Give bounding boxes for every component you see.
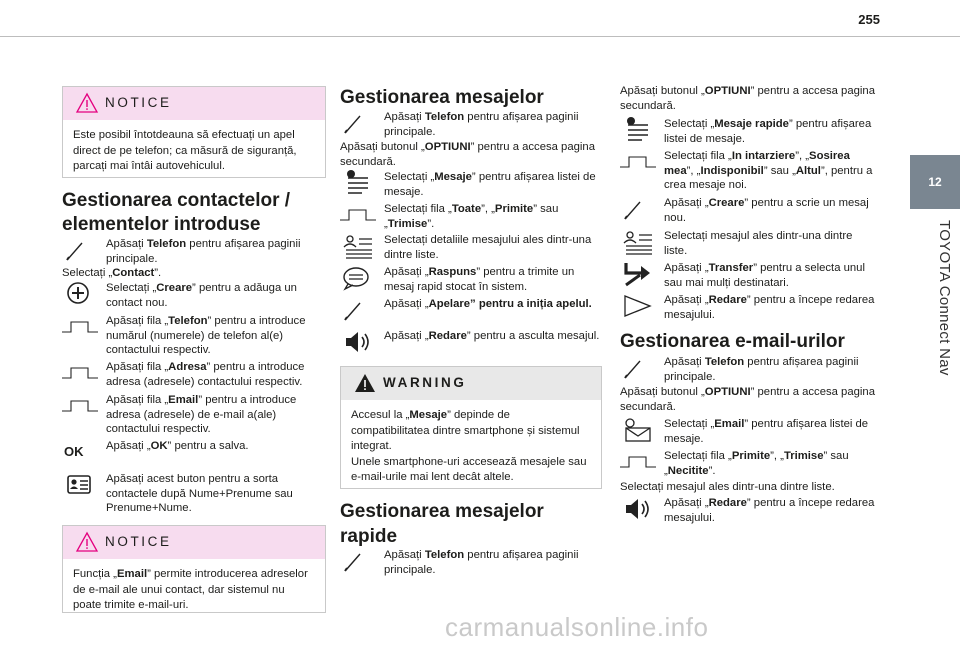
step-text: pentru afișarea paginii principale. [664, 356, 859, 383]
speaker-icon [340, 329, 376, 355]
step-bold: Creare [708, 197, 745, 209]
step-text: ” pentru afișarea listei de mesaje. [384, 171, 596, 198]
step-contacts-4 [62, 314, 326, 358]
sort-contacts-icon [62, 472, 98, 498]
step-bold: Altul [795, 164, 821, 177]
step-text: ” pentru a asculta mesajul. [466, 330, 600, 342]
reply-message-icon [340, 265, 376, 291]
step-bold: OPTIUNI [424, 141, 471, 153]
section-heading-messages: Gestionarea mesajelor [340, 87, 544, 108]
step-contacts-2 [62, 266, 326, 281]
step-contacts-8 [62, 472, 326, 516]
step-text: Apăsați [664, 356, 705, 368]
pen-icon [340, 548, 376, 574]
step-text: ” pentru a scrie un mesaj nou. [664, 197, 869, 224]
step-bold: OPTIUNI [704, 85, 751, 97]
step-bold: OPTIUNI [704, 386, 751, 398]
step-email-3 [620, 417, 876, 446]
step-text: ” pentru a introduce adresa (adresele) contactului respectiv. [106, 361, 305, 388]
step-messages-7 [340, 297, 602, 312]
step-text: ” sau „ [384, 203, 559, 230]
notice-box-email [62, 525, 326, 613]
step-text: Apăsați [106, 238, 147, 250]
tab-icon [62, 393, 98, 419]
step-text: Selectați fila „ [664, 450, 732, 462]
pen-icon [340, 110, 376, 136]
notice-box [62, 86, 326, 178]
notice-text: Este posibil întotdeauna să efectuați un apel direct de pe telefon; ca măsură de siguranță, parcați mai întâi autovehiculul. [73, 129, 297, 172]
section-heading-contacts: Gestionarea contactelor / elementelor introduse [62, 190, 291, 235]
speaker-icon [620, 496, 656, 522]
step-email-5 [620, 480, 876, 495]
section-heading-emails: Gestionarea e-mail-urilor [620, 331, 845, 352]
warning-text [341, 400, 601, 494]
play-icon [620, 293, 656, 319]
step-text: ”, „ [795, 150, 810, 162]
step-text: Apăsați acest buton pentru a sorta contactele după Nume+Prenume sau Prenume+Nume. [106, 473, 293, 515]
step-text: Selectați „ [664, 418, 715, 430]
message-details-icon [340, 233, 376, 259]
notice-text [63, 559, 325, 622]
warning-box [340, 366, 602, 489]
tab-icon [340, 202, 376, 228]
step-text: Apăsați „ [664, 262, 709, 274]
step-bold: Raspuns [428, 266, 477, 278]
pen-icon [620, 196, 656, 222]
step-bold: Telefon [424, 549, 465, 561]
step-bold: OK [150, 440, 168, 452]
step-text: ” pentru a trimite un mesaj rapid stocat în sistem. [384, 266, 575, 293]
step-bold: Adresa [168, 361, 207, 373]
warning-triangle-icon [75, 92, 99, 114]
step-text: ” sau „ [664, 450, 849, 477]
step-quick-7 [620, 261, 876, 290]
step-messages-5 [340, 233, 602, 262]
step-text: ” pentru a salva. [167, 440, 249, 452]
page-number: 255 [858, 12, 880, 27]
warning-header [341, 367, 601, 400]
step-text: ”. [154, 267, 162, 279]
step-text: Apăsați „ [384, 266, 429, 278]
chapter-title: TOYOTA Connect Nav [936, 220, 953, 376]
step-bold: Telefon [168, 315, 208, 327]
step-bold: Email [168, 394, 199, 406]
step-email-1 [620, 355, 876, 384]
step-bold: Creare [156, 282, 193, 294]
notice-text-part: Funcția „ [73, 568, 117, 580]
step-text: Selectați „ [62, 267, 113, 279]
step-text: Selectați fila „ [384, 203, 452, 215]
step-text: Selectați mesajul ales dintr-una dintre liste. [620, 481, 835, 493]
notice-bold: Email [116, 568, 148, 580]
notice-header [63, 87, 325, 120]
step-text: Selectați „ [664, 118, 715, 130]
step-quick-1 [340, 548, 602, 577]
step-messages-3 [340, 170, 602, 199]
step-bold: Mesaje [434, 171, 472, 183]
chapter-tab[interactable]: 12 [910, 155, 960, 209]
step-bold: Indisponibil [700, 164, 764, 177]
step-quick-6 [620, 229, 876, 258]
tab-icon [62, 314, 98, 340]
step-text: pentru afișarea paginii principale. [384, 111, 579, 138]
step-bold: Telefon [704, 356, 745, 368]
step-text: Apăsați butonul „ [620, 386, 705, 398]
step-messages-1 [340, 110, 602, 139]
step-text: Apăsați „ [664, 497, 709, 509]
step-text: ” pentru afișarea listei de mesaje. [664, 118, 872, 145]
warning-triangle-icon [353, 372, 377, 394]
step-text: ” pentru a introduce numărul (numerele) de telefon al(e) contactului respectiv. [106, 315, 306, 357]
step-contacts-3 [62, 281, 326, 310]
notice-title: NOTICE [105, 534, 172, 550]
step-text: ”, „ [481, 203, 495, 215]
ok-icon: OK [64, 444, 84, 459]
email-icon [620, 417, 656, 443]
step-text: Apăsați „ [106, 440, 151, 452]
notice-header [63, 526, 325, 559]
step-text: ”, „ [770, 450, 784, 462]
step-text: ” pentru a accesa pagina secundară. [340, 141, 595, 168]
step-bold: Mesaje rapide [714, 118, 789, 130]
pen-icon [340, 297, 376, 323]
step-text: ” pentru a introduce adresa (adresele) de e-mail a(ale) contactului respectiv. [106, 394, 297, 436]
tab-icon [62, 360, 98, 386]
step-quick-8 [620, 293, 876, 322]
warning-bold: Mesaje [409, 409, 448, 421]
step-text: ”, pentru a crea mesaje noi. [664, 164, 873, 192]
step-text: Apăsați butonul „ [620, 85, 705, 97]
step-text: Apăsați fila „ [106, 394, 169, 406]
step-text: ” sau „ [763, 164, 796, 177]
step-contacts-1 [62, 237, 326, 266]
transfer-icon [620, 261, 656, 287]
step-text: Selectați detaliile mesajului ales dintr-una dintre liste. [384, 234, 592, 261]
step-contacts-7 [62, 439, 326, 459]
step-text: Apăsați [384, 111, 425, 123]
step-messages-2 [340, 140, 602, 169]
step-bold: In intarziere [731, 150, 796, 162]
step-email-6 [620, 496, 876, 525]
step-text: Apăsați „ [384, 298, 429, 310]
step-text: Apăsați „ [664, 197, 709, 209]
step-text: pentru afișarea paginii principale. [106, 238, 301, 265]
step-quick-5 [620, 196, 876, 225]
step-text: Apăsați butonul „ [340, 141, 425, 153]
step-text: ” pentru a adăuga un contact nou. [106, 282, 297, 309]
step-text: Apăsați [384, 549, 425, 561]
step-contacts-5 [62, 360, 326, 389]
step-text: Selectați mesajul ales dintr-una dintre liste. [664, 230, 853, 257]
step-quick-4 [620, 149, 876, 193]
step-contacts-6 [62, 393, 326, 437]
message-details-icon [620, 229, 656, 255]
step-email-4 [620, 449, 876, 478]
step-text: ” pentru a începe redarea mesajului. [664, 497, 875, 524]
warning-triangle-icon [75, 531, 99, 553]
step-messages-4 [340, 202, 602, 231]
step-text: ”, „ [686, 164, 701, 177]
step-text: ” pentru afișarea listei de mesaje. [664, 418, 869, 445]
step-bold: Telefon [424, 111, 465, 123]
step-text: Apăsați „ [664, 294, 709, 306]
step-messages-6 [340, 265, 602, 294]
step-email-2 [620, 385, 876, 414]
step-messages-8 [340, 329, 602, 344]
step-text: pentru afișarea paginii principale. [384, 549, 579, 576]
step-bold: Apelare” pentru a iniția apelul. [428, 298, 592, 310]
pen-icon [620, 355, 656, 381]
messages-icon [340, 170, 376, 196]
step-bold: Transfer [708, 262, 754, 274]
step-text: Apăsați fila „ [106, 361, 169, 373]
step-bold: Redare [428, 330, 467, 342]
warning-title: WARNING [383, 375, 467, 391]
step-bold: Email [714, 418, 745, 430]
section-heading-quick-messages: Gestionarea mesajelor rapide [340, 501, 544, 547]
step-bold: Contact [112, 267, 155, 279]
step-bold: Telefon [146, 238, 187, 250]
step-text: Selectați „ [384, 171, 435, 183]
step-text: Selectați fila „ [664, 150, 732, 162]
top-divider [0, 36, 960, 37]
quick-messages-icon [620, 117, 656, 143]
step-bold: Primite [494, 203, 534, 215]
tab-icon [620, 149, 656, 175]
warning-text-part: ” depinde de compatibilitatea dintre smartphone și sistemul integrat. [351, 409, 580, 452]
step-bold: Redare [708, 294, 747, 306]
step-bold: Necitite [667, 464, 709, 477]
warning-text-part: Unele smartphone-uri accesează mesajele sau e-mail-urile mai lent decât altele. [351, 455, 587, 483]
step-text: ” pentru a accesa pagina secundară. [620, 386, 875, 413]
step-text: ”. [427, 217, 435, 230]
step-bold: Primite [731, 450, 771, 462]
warning-text-part: Accesul la „ [351, 409, 410, 421]
step-bold: Toate [451, 203, 482, 215]
step-text: ” pentru a începe redarea mesajului. [664, 294, 875, 321]
watermark: carmanualsonline.info [445, 612, 709, 642]
step-bold: Sosirea mea [664, 150, 850, 177]
step-quick-2 [620, 84, 876, 113]
notice-text-part: ” permite introducerea adreselor de e-mail ale unui contact, dar sistemul nu poate trimite e-mail-uri. [73, 568, 308, 611]
plus-circle-icon [62, 281, 98, 307]
step-quick-3 [620, 117, 876, 146]
step-text: Apăsați „ [384, 330, 429, 342]
step-text: ” pentru a accesa pagina secundară. [620, 85, 875, 112]
step-text: ”. [708, 464, 716, 477]
step-bold: Trimise [783, 450, 824, 462]
step-bold: Trimise [387, 217, 428, 230]
notice-title: NOTICE [105, 95, 172, 111]
step-text: ” pentru a selecta unul sau mai mulți destinatari. [664, 262, 865, 289]
step-text: Apăsați fila „ [106, 315, 169, 327]
step-bold: Redare [708, 497, 747, 509]
step-text: Selectați „ [106, 282, 157, 294]
pen-icon [62, 237, 98, 263]
tab-icon [620, 449, 656, 475]
